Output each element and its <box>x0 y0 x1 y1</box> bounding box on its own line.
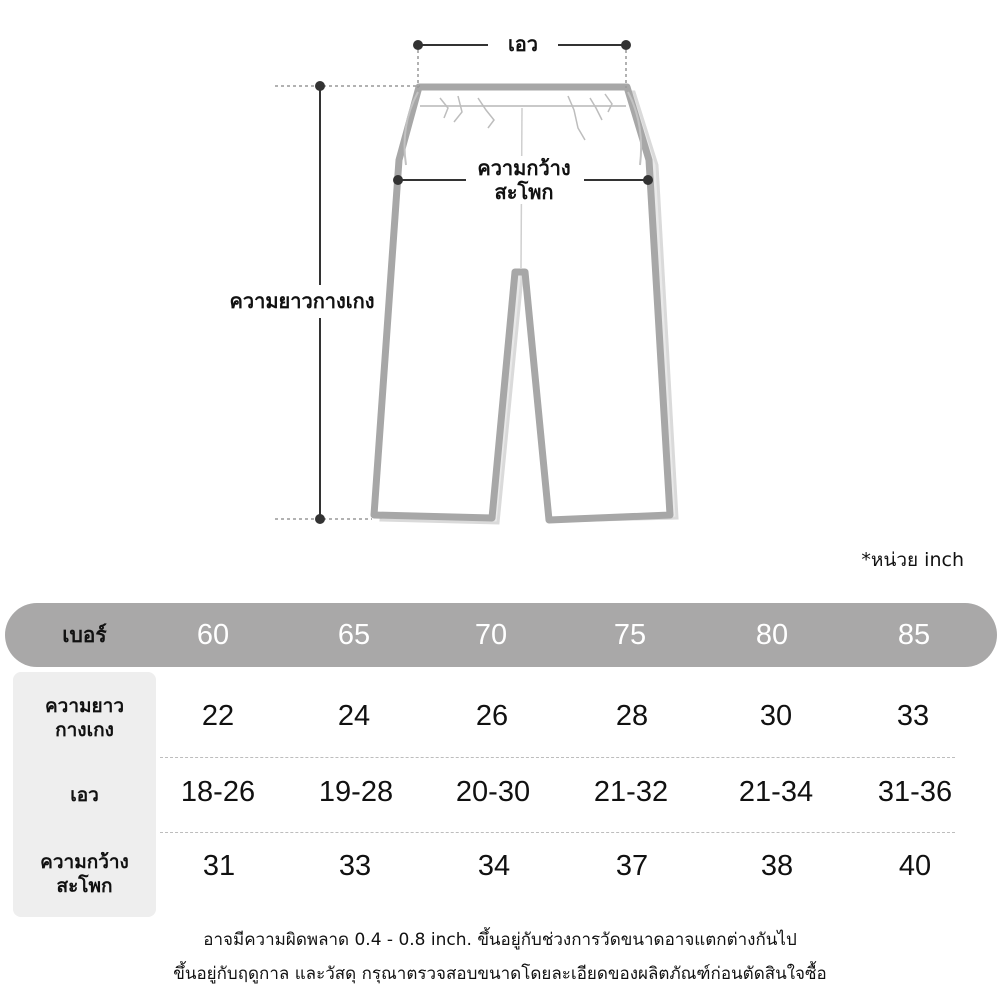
row-label-waist <box>13 783 156 807</box>
size-header-cell: 75 <box>613 619 647 651</box>
length-measure-dot-bottom <box>315 514 325 524</box>
length-measure-dot-top <box>315 81 325 91</box>
table-cell: 22 <box>201 700 235 732</box>
row-label-line: ความยาว <box>44 695 125 717</box>
row-label-line: กางเกง <box>55 719 114 741</box>
waist-measure-dot-left <box>413 40 423 50</box>
row-divider <box>160 757 955 758</box>
size-header-cell: 60 <box>196 619 230 651</box>
row-divider <box>160 832 955 833</box>
table-cell: 33 <box>338 850 372 882</box>
table-cell: 26 <box>475 700 509 732</box>
size-header-cell: 65 <box>337 619 371 651</box>
table-cell: 18-26 <box>180 776 256 808</box>
table-cell: 31 <box>202 850 236 882</box>
row-label-line: ความกว้าง <box>40 851 129 873</box>
unit-note: *หน่วย inch <box>861 549 964 571</box>
length-label: ความยาวกางเกง <box>229 289 375 313</box>
waist-label: เอว <box>492 32 554 56</box>
row-label-line: สะโพก <box>56 875 113 897</box>
size-header-label: เบอร์ <box>62 623 107 647</box>
hip-measure-dot-left <box>393 175 403 185</box>
size-header-cell: 85 <box>897 619 931 651</box>
table-cell: 30 <box>759 700 793 732</box>
table-cell: 33 <box>896 700 930 732</box>
footnote-line-2: ขึ้นอยู่กับฤดูกาล และวัสดุ กรุณาตรวจสอบขนาดโดยละเอียดของผลิตภัณฑ์ก่อนตัดสินใจซื้อ <box>173 964 827 984</box>
table-cell: 24 <box>337 700 371 732</box>
hip-label-line1: ความกว้าง <box>477 156 571 180</box>
waist-measure-dot-right <box>621 40 631 50</box>
row-label-hip <box>13 850 156 898</box>
table-cell: 34 <box>477 850 511 882</box>
size-header-cell: 70 <box>474 619 508 651</box>
hip-label-line2: สะโพก <box>494 180 554 204</box>
table-cell: 38 <box>760 850 794 882</box>
table-cell: 28 <box>615 700 649 732</box>
table-cell: 31-36 <box>877 776 953 808</box>
row-label-length <box>13 694 156 742</box>
hip-measure-dot-right <box>643 175 653 185</box>
hip-label <box>466 156 582 204</box>
table-cell: 40 <box>898 850 932 882</box>
row-label-line: เอว <box>70 784 99 806</box>
footnote-line-1: อาจมีความผิดพลาด 0.4 - 0.8 inch. ขึ้นอยู่กับช่วงการวัดขนาดอาจแตกต่างกันไป <box>203 930 797 950</box>
table-cell: 19-28 <box>318 776 394 808</box>
table-cell: 21-32 <box>593 776 669 808</box>
size-header-cell: 80 <box>755 619 789 651</box>
table-cell: 37 <box>615 850 649 882</box>
table-cell: 20-30 <box>455 776 531 808</box>
table-cell: 21-34 <box>738 776 814 808</box>
